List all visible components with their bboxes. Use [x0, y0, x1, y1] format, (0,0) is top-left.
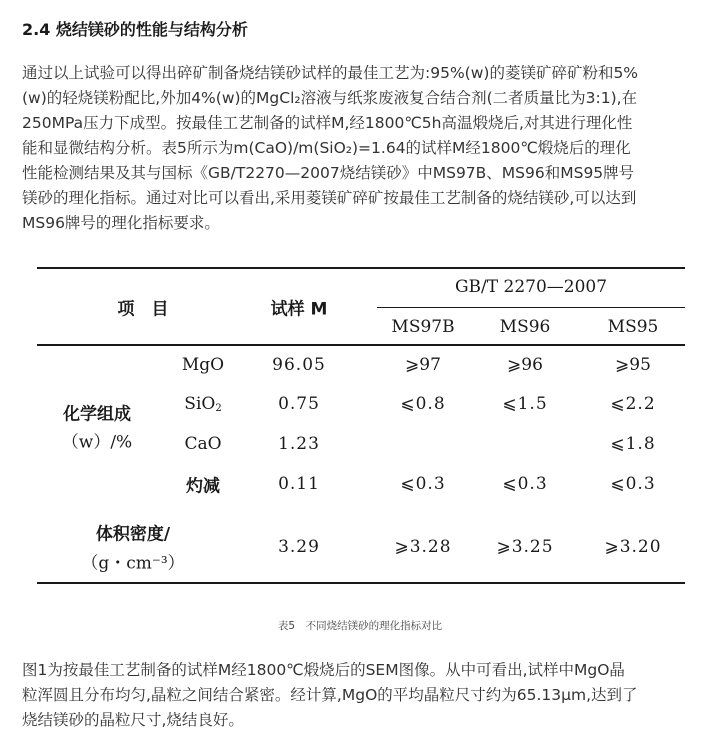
cell-ms95: ⩽0.3	[610, 474, 656, 494]
paragraph-line: 镁砂的理化指标。通过对比可以看出,采用菱镁矿碎矿按最佳工艺制备的烧结镁砂,可以达到	[22, 189, 637, 207]
cell-ms97b: ⩽0.8	[400, 394, 446, 414]
group-chemical-composition: 化学组成	[63, 404, 131, 425]
header-grade-ms97b: MS97B	[391, 317, 455, 337]
table-standard-rule	[377, 307, 685, 308]
paragraph-line: MS96牌号的理化指标要求。	[22, 214, 220, 232]
cell-sample: 0.75	[278, 394, 320, 414]
paragraph-line: 图1为按最佳工艺制备的试样M经1800℃煅烧后的SEM图像。从中可看出,试样中MgO晶	[22, 661, 625, 679]
header-grade-ms95: MS95	[607, 317, 659, 337]
section-heading: 2.4 烧结镁砂的性能与结构分析	[22, 20, 248, 39]
cell-ms96: ⩾3.25	[496, 537, 554, 557]
table-bottom-rule	[37, 582, 685, 584]
table-caption: 表5 不同烧结镁砂的理化指标对比	[277, 620, 443, 632]
cell-ms97b: ⩾3.28	[394, 537, 452, 557]
cell-sample: 96.05	[272, 355, 326, 375]
header-standard: GB/T 2270—2007	[454, 277, 608, 297]
header-grade-ms96: MS96	[499, 317, 551, 337]
row-label-mgo: MgO	[181, 355, 225, 375]
cell-sample: 0.11	[278, 474, 320, 494]
row-label-bulk-density: 体积密度/	[95, 524, 171, 545]
cell-sample: 3.29	[278, 537, 320, 557]
intro-paragraph	[22, 61, 702, 236]
cell-ms96: ⩾96	[507, 355, 543, 375]
paragraph-line: 能和显微结构分析。表5所示为m(CaO)/m(SiO₂)=1.64的试样M经1800℃煅烧后的理化	[22, 139, 631, 157]
row-label-cao: CaO	[184, 434, 222, 454]
paragraph-line: 性能检测结果及其与国标《GB/T2270—2007烧结镁砂》中MS97B、MS96和MS95牌号	[22, 164, 635, 182]
cell-ms95: ⩽2.2	[610, 394, 656, 414]
row-label-sio2	[184, 394, 221, 414]
paragraph-line: 通过以上试验可以得出碎矿制备烧结镁砂试样的最佳工艺为:95%(w)的菱镁矿碎矿粉和5%	[22, 64, 639, 82]
paragraph-line: 粒浑圆且分布均匀,晶粒之间结合紧密。经计算,MgO的平均晶粒尺寸约为65.13μm,达到了	[22, 686, 638, 704]
row-label-density-unit: （g・cm⁻³）	[81, 553, 185, 574]
row-label-subscript: 2	[215, 403, 222, 414]
comparison-table	[37, 267, 685, 585]
row-label-loss-on-ignition: 灼减	[186, 476, 220, 497]
cell-ms96: ⩽1.5	[502, 394, 548, 414]
table-header-rule	[37, 344, 685, 346]
group-chemical-unit: （w）/%	[61, 432, 133, 453]
row-label-text: SiO	[184, 394, 216, 414]
cell-ms97b: ⩽0.3	[400, 474, 446, 494]
cell-ms95: ⩾95	[615, 355, 651, 375]
paragraph-line: 250MPa压力下成型。按最佳工艺制备的试样M,经1800℃5h高温煅烧后,对其进行理化性	[22, 114, 633, 132]
header-item: 项 目	[117, 299, 169, 320]
cell-sample: 1.23	[278, 434, 320, 454]
paragraph-line: 烧结镁砂的晶粒尺寸,烧结良好。	[22, 711, 244, 729]
table-top-rule	[37, 267, 685, 269]
cell-ms97b: ⩾97	[405, 355, 441, 375]
cell-ms96: ⩽0.3	[502, 474, 548, 494]
sem-paragraph	[22, 658, 702, 733]
paragraph-line: (w)的轻烧镁粉配比,外加4%(w)的MgCl₂溶液与纸浆废液复合结合剂(二者质量比为3:1),在	[22, 89, 638, 107]
cell-ms95: ⩾3.20	[604, 537, 662, 557]
cell-ms95: ⩽1.8	[610, 434, 656, 454]
header-sample: 试样 M	[270, 299, 328, 320]
